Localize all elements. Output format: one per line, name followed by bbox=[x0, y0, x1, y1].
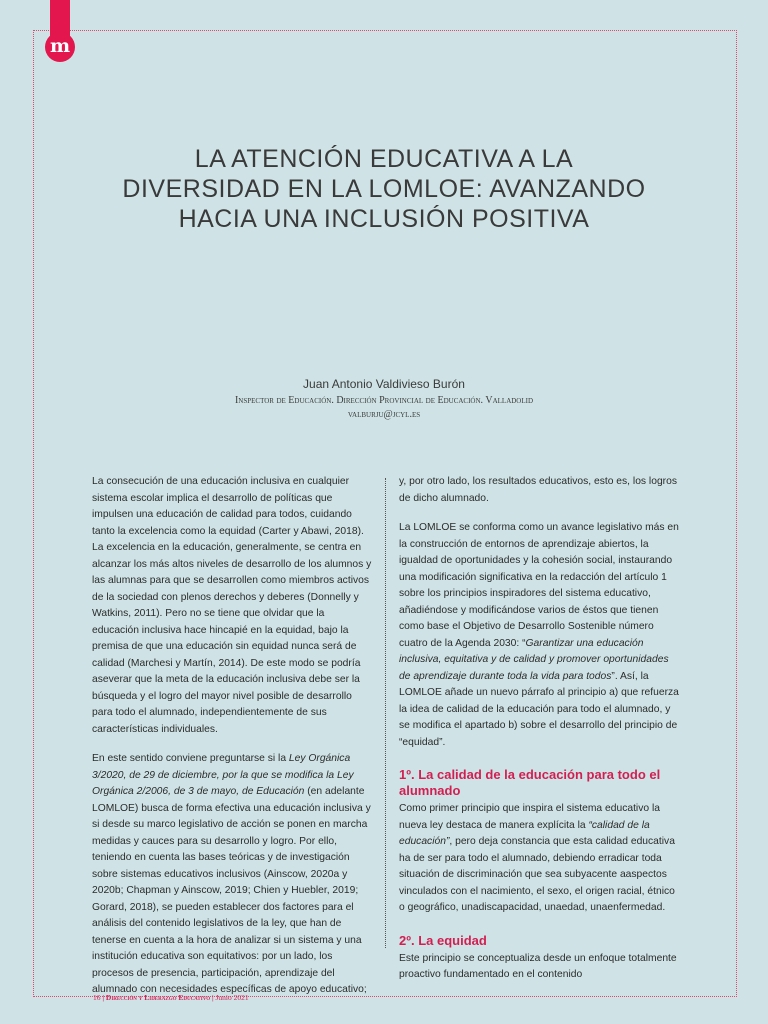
author-affiliation: Inspector de Educación. Dirección Provincial de Educación. Valladolid bbox=[234, 395, 534, 406]
article-title: LA ATENCIÓN EDUCATIVA A LA DIVERSIDAD EN LA LOMLOE: AVANZANDO HACIA UNA INCLUSIÓN POSITIVA bbox=[122, 145, 646, 233]
magazine-name: Dirección y Liderazgo Educativo bbox=[105, 993, 211, 1002]
issue-date: Junio 2021 bbox=[215, 993, 249, 1002]
paragraph: y, por otro lado, los resultados educativos, esto es, los logros de dicho alumnado. bbox=[399, 476, 677, 504]
paragraph: En este sentido conviene preguntarse si la Ley Orgánica 3/2020, de 29 de diciembre, por la que se modifica la Ley Orgánica 2/2006, de 3 de mayo, de Educación (en adelante LOMLOE) busca de forma efectiva una educación inclusiva y si desde su marco legislativo de acción se ponen en marcha medidas y cauces para su desarrollo y logro. Por ello, teniendo en cuenta las bases teóricas y de investigación sobre sistemas educativos inclusivos (Ainscow, 2020a y 2020b; Chapman y Ainscow, 2019; Chien y Huebler, 2019; Gorard, 2018), se pueden establecer dos factores para el análisis del contenido legislativos de la ley, que han de tenerse en cuenta a la hora de analizar si un sistema y una institución educativa son equitativos: por un lado, los procesos de presencia, participación, aprendizaje del alumnado con necesidades específicas de apoyo educativo; bbox=[92, 753, 371, 995]
author-email: valburju@jcyl.es bbox=[347, 409, 421, 420]
column-divider bbox=[385, 478, 386, 948]
right-column bbox=[399, 474, 679, 997]
paragraph: La LOMLOE se conforma como un avance legislativo más en la construcción de entornos de aprendizaje abiertos, la igualdad de oportunidades y la cohesión social, instaurando una modificación significativa en la redacción del artículo 1 sobre los principios inspiradores del sistema educativo, añadiéndose y modificándose varios de éstos que tienen como base el Objetivo de Desarrollo Sostenible número cuatro de la Agenda 2030: “Garantizar una educación inclusiva, equitativa y de calidad y promover oportunidades de aprendizaje durante toda la vida para todos”. Así, la LOMLOE añade un nuevo párrafo al principio a) que refuerza la idea de calidad de la educación para todo el alumnado, y se modifica el apartado b) sobre el desarrollo del principio de “equidad”. bbox=[399, 522, 679, 748]
section-heading: 1º. La calidad de la educación para todo el alumnado bbox=[399, 767, 661, 798]
paragraph: Como primer principio que inspira el sistema educativo la nueva ley destaca de manera explícita la “calidad de la educación”, pero deja constancia que esta calidad educativa ha de ser para todo el alumnado, debiendo erradicar toda situación de discriminación que sea subyacente aaspectos vinculados con el nacimiento, el sexo, el origen racial, étnico o geográfico, unadiscapacidad, unaedad, unaenfermedad. bbox=[399, 803, 675, 913]
page-footer: 16 | Dirección y Liderazgo Educativo | Junio 2021 bbox=[93, 993, 249, 1002]
magazine-logo: m bbox=[45, 32, 75, 62]
left-column bbox=[92, 474, 372, 1012]
section-heading: 2º. La equidad bbox=[399, 932, 487, 948]
page-number: 16 bbox=[93, 993, 101, 1002]
author-name: Juan Antonio Valdivieso Burón bbox=[303, 377, 465, 391]
paragraph: Este principio se conceptualiza desde un enfoque totalmente proactivo fundamentado en el contenido bbox=[399, 952, 677, 980]
logo-exclamation-bar bbox=[50, 0, 70, 36]
paragraph: La consecución de una educación inclusiva en cualquier sistema escolar implica el desarrollo de políticas que impulsen una educación de calidad para todos, cuidando tanto la excelencia como la equidad (Carter y Abawi, 2018). La excelencia en la educación, generalmente, se centra en alcanzar los más altos niveles de desarrollo de los alumnos y las alumnas para que se desarrollen como miembros activos de la sociedad con plenos derechos y deberes (Donnelly y Watkins, 2011). Pero no se tiene que olvidar que la educación inclusiva hace hincapié en la equidad, bajo la premisa de que una educación sin equidad nunca será de calidad (Marchesi y Martín, 2014). De este modo se podría aseverar que la meta de la educación inclusiva debe ser la búsqueda y el logro del mayor nivel posible de desarrollo para todo el alumnado, independientemente de sus características individuales. bbox=[92, 476, 372, 735]
